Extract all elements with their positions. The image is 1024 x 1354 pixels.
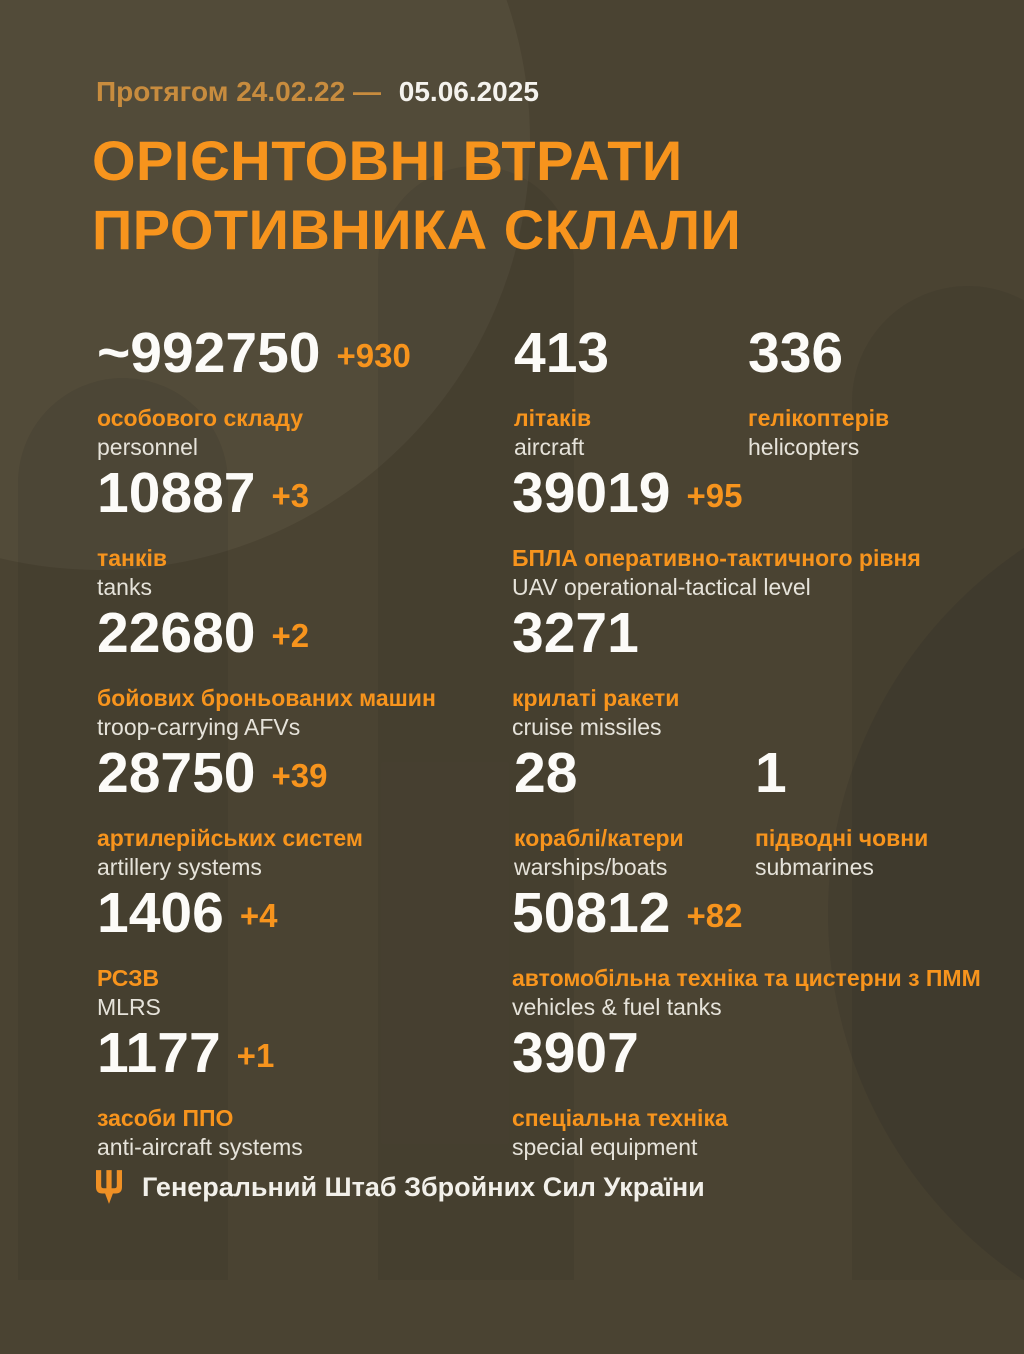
stat-value: 39019	[512, 461, 671, 525]
stat-value: 413	[514, 321, 610, 385]
stat-helicopters	[748, 322, 889, 462]
stat-label-uk: крилаті ракети	[512, 685, 680, 711]
stat-value: 28	[514, 741, 578, 805]
stat-special-equipment	[512, 1022, 728, 1162]
stat-delta: +39	[271, 757, 328, 794]
page-title	[92, 126, 741, 264]
title-line-1: ОРІЄНТОВНІ ВТРАТИ	[92, 129, 683, 192]
title-line-2: ПРОТИВНИКА СКЛАЛИ	[92, 198, 742, 261]
stat-value: 28750	[97, 741, 256, 805]
stat-label-en: special equipment	[512, 1134, 698, 1160]
stat-label-en: aircraft	[514, 434, 585, 460]
stat-afv	[97, 602, 436, 742]
stat-tanks	[97, 462, 309, 602]
stat-label-uk: артилерійських систем	[97, 825, 363, 851]
stat-label-uk: засоби ППО	[97, 1105, 234, 1131]
stat-vehicles	[512, 882, 981, 1022]
stat-artillery	[97, 742, 363, 882]
stat-value: 1	[755, 741, 787, 805]
stat-label-uk: автомобільна техніка та цистерни з ПММ	[512, 965, 981, 991]
stat-value: 50812	[512, 881, 671, 945]
stat-label-uk: гелікоптерів	[748, 405, 890, 431]
stat-label-en: artillery systems	[97, 854, 262, 880]
stat-label-en: personnel	[97, 434, 199, 460]
stat-label-uk: особового складу	[97, 405, 304, 431]
stat-value: 22680	[97, 601, 256, 665]
stat-label-en: troop-carrying AFVs	[97, 714, 301, 740]
stat-delta: +1	[236, 1037, 275, 1074]
stat-label-en: anti-aircraft systems	[97, 1134, 303, 1160]
stat-value: 1177	[97, 1021, 221, 1085]
stat-label-en: submarines	[755, 854, 874, 880]
stat-label-en: helicopters	[748, 434, 860, 460]
stat-label-uk: літаків	[514, 405, 592, 431]
report-period	[96, 76, 539, 108]
stat-mlrs	[97, 882, 277, 1022]
stat-delta: +95	[686, 477, 743, 514]
stat-anti-aircraft	[97, 1022, 303, 1162]
stat-value: 10887	[97, 461, 256, 525]
stat-label-uk: підводні човни	[755, 825, 929, 851]
stat-value: 1406	[97, 881, 224, 945]
footer	[96, 1170, 705, 1204]
stat-label-uk: БПЛА оперативно-тактичного рівня	[512, 545, 921, 571]
stat-label-en: UAV operational-tactical level	[512, 574, 811, 600]
stat-label-en: vehicles & fuel tanks	[512, 994, 722, 1020]
stat-label-en: tanks	[97, 574, 152, 600]
stat-label-en: MLRS	[97, 994, 161, 1020]
stat-label-uk: танків	[97, 545, 167, 571]
stat-delta: +3	[271, 477, 310, 514]
stat-value: ~992750	[97, 321, 321, 385]
stat-value: 3271	[512, 601, 639, 665]
stat-warships	[514, 742, 684, 882]
period-prefix: Протягом 24.02.22 —	[96, 76, 381, 107]
stat-delta: +4	[239, 897, 278, 934]
stat-aircraft	[514, 322, 625, 462]
stat-delta: +2	[271, 617, 310, 654]
source-label: Генеральний Штаб Збройних Сил України	[142, 1171, 705, 1202]
stat-label-uk: спеціальна техніка	[512, 1105, 728, 1131]
stat-value: 336	[748, 321, 844, 385]
stat-personnel	[97, 322, 411, 462]
stat-label-en: cruise missiles	[512, 714, 662, 740]
stat-value: 3907	[512, 1021, 639, 1085]
stat-submarines	[755, 742, 928, 882]
stat-label-uk: кораблі/катери	[514, 825, 684, 851]
stat-label-en: warships/boats	[514, 854, 668, 880]
stat-label-uk: бойових броньованих машин	[97, 685, 436, 711]
stat-label-uk: РСЗВ	[97, 965, 160, 991]
stat-uav	[512, 462, 921, 602]
report-date: 05.06.2025	[398, 76, 539, 107]
stat-delta: +930	[336, 337, 411, 374]
stat-cruise-missiles	[512, 602, 679, 742]
trident-icon	[96, 1170, 122, 1204]
stat-delta: +82	[686, 897, 743, 934]
